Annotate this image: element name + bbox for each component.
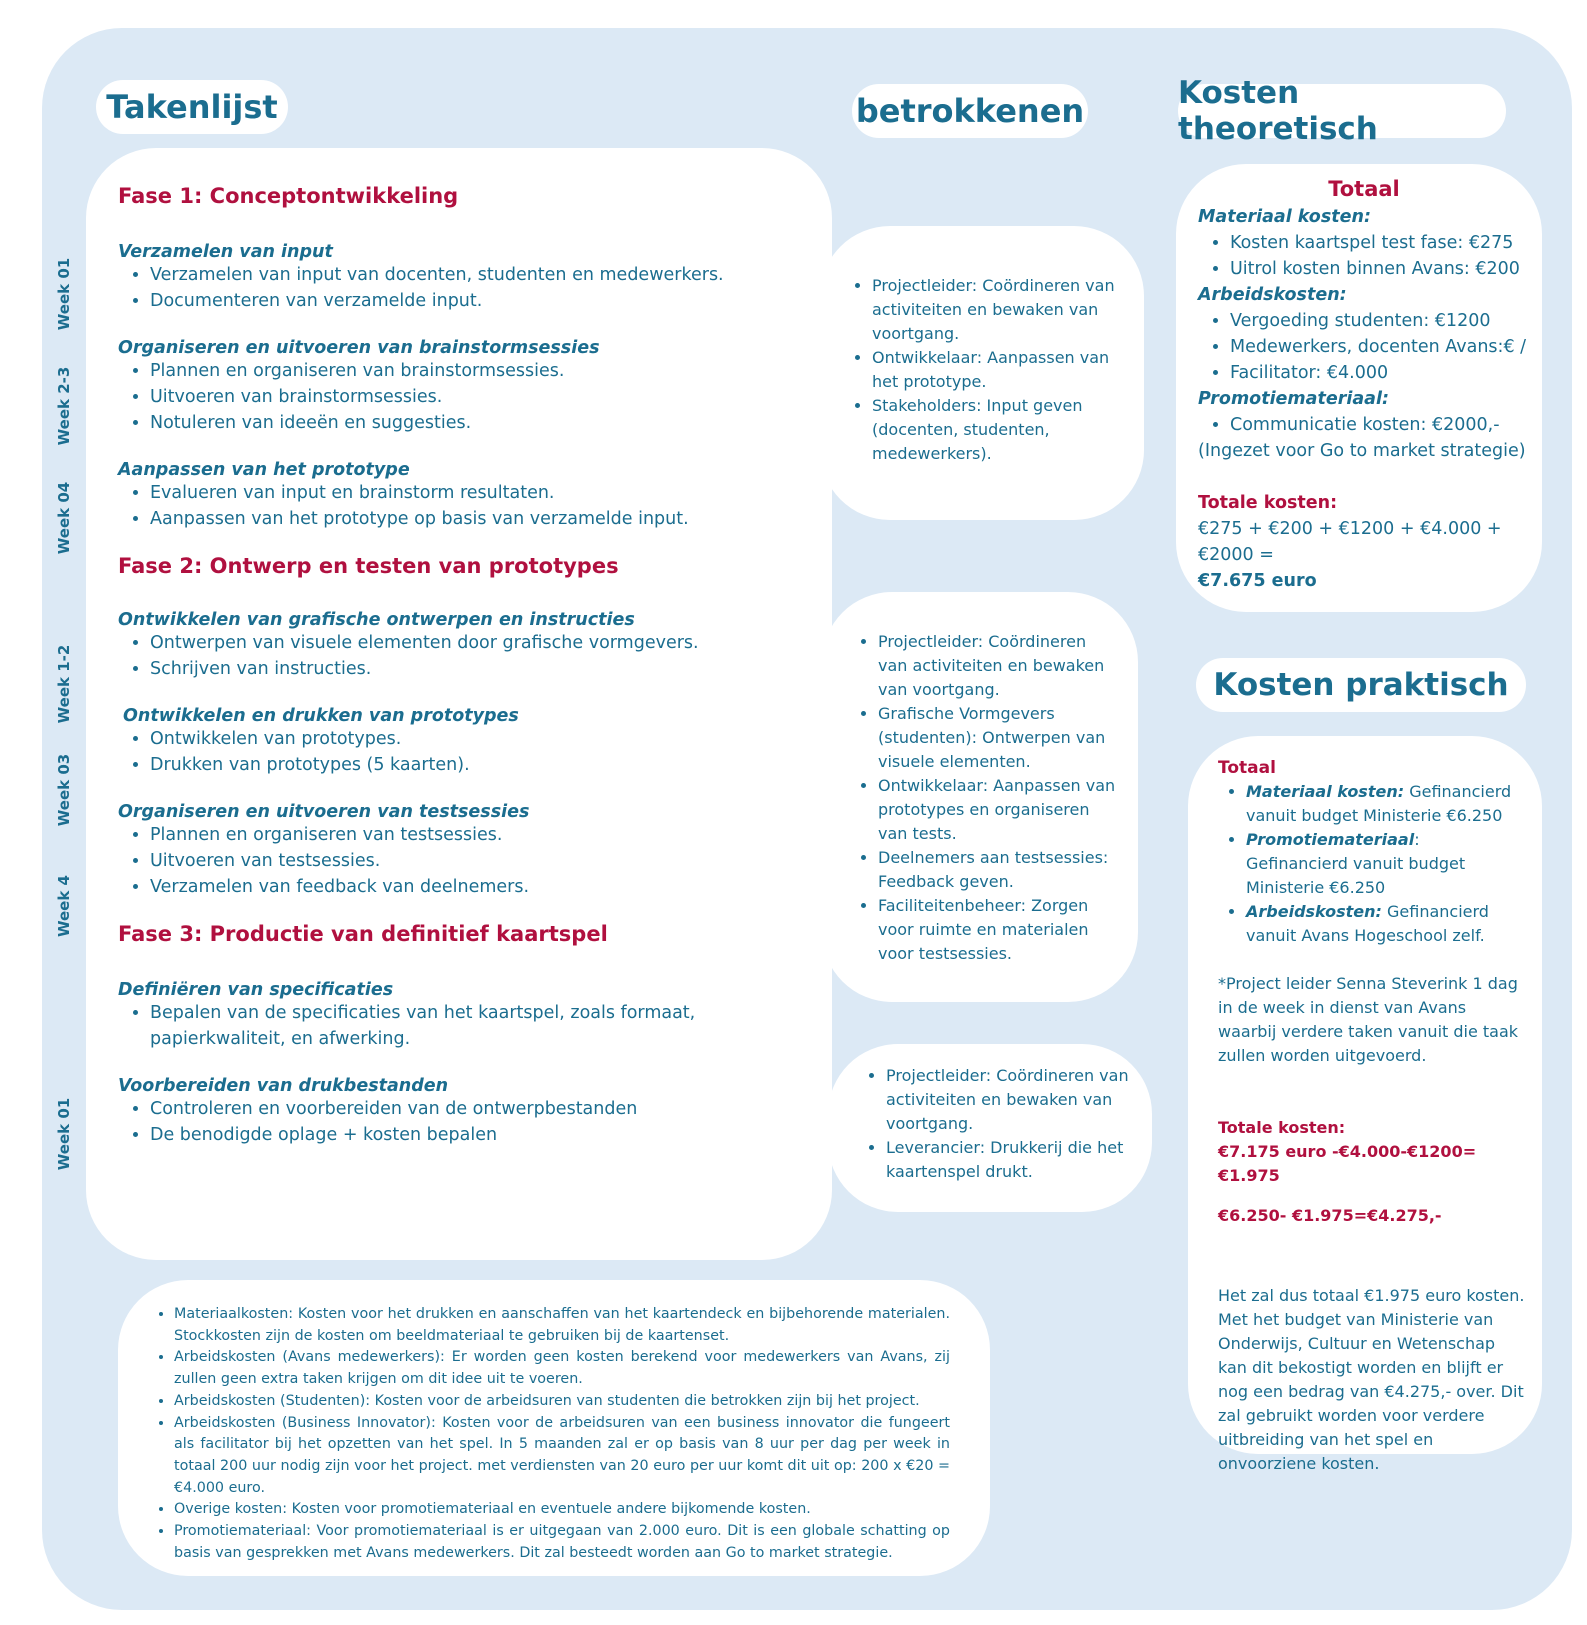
task-list	[118, 480, 832, 532]
task-item: • Notuleren van ideeën en suggesties.	[150, 410, 832, 436]
task-item: • Drukken van prototypes (5 kaarten).	[150, 752, 832, 778]
task-list	[118, 262, 832, 314]
task-item: • Ontwerpen van visuele elementen door grafische vormgevers.	[150, 630, 832, 656]
task-group-title: Verzamelen van input	[118, 242, 333, 262]
takenlijst-header	[96, 80, 288, 134]
kosten-item: • Communicatie kosten: €2000,-	[1230, 412, 1530, 438]
betrokkene-item: • Faciliteitenbeheer: Zorgen voor ruimte en materialen voor testsessies.	[878, 894, 1116, 966]
berekening-2: €6.250- €1.975=€4.275,-	[1218, 1206, 1442, 1225]
toelichting-item: • Promotiemateriaal: Voor promotiemateriaal is er uitgegaan van 2.000 euro. Dit is een globale schatting op basis van gesprekken met Avans medewerkers. Dit zal besteedt worden aan Go to market strategie.	[174, 1521, 950, 1564]
task-group-title: Aanpassen van het prototype	[118, 460, 410, 480]
task-item: • Plannen en organiseren van testsessies.	[150, 822, 832, 848]
phase-title: Fase 1: Conceptontwikkeling	[118, 184, 459, 208]
task-group-title: Ontwikkelen en drukken van prototypes	[123, 706, 519, 726]
week-label: Week 03	[55, 753, 73, 827]
toelichting-item: • Arbeidskosten (Business Innovator): Kosten voor de arbeidsuren van een business innovator die fungeert als facilitator bij het opzetten van het spel. In 5 maanden zal er op basis van 8 uur per dag per week in totaal 200 uur nodig zijn voor het project. met verdiensten van 20 euro per uur komt dit uit op: 200 x €20 = €4.000 euro.	[174, 1413, 950, 1500]
takenlijst-title: Takenlijst	[106, 88, 278, 126]
financiering-label: Arbeidskosten:	[1246, 902, 1382, 921]
kosten-praktisch-card	[1188, 736, 1542, 1473]
betrokkenen-fase3-card	[828, 1044, 1152, 1212]
berekening-1: €7.175 euro -€4.000-€1200= €1.975	[1218, 1142, 1477, 1185]
financiering-text: Gefinancierd vanuit Avans Hogeschool zelf.	[1246, 902, 1489, 945]
task-list	[118, 822, 832, 900]
task-item: • Bepalen van de specificaties van het kaartspel, zoals formaat, papierkwaliteit, en afwerking.	[150, 1000, 824, 1052]
totale-kosten-label: Totale kosten:	[1218, 1118, 1346, 1137]
betrokkene-item: • Projectleider: Coördineren van activiteiten en bewaken van voortgang.	[872, 274, 1118, 346]
toelichting-list	[158, 1304, 950, 1564]
task-list	[118, 1000, 832, 1052]
toelichting-item: • Materiaalkosten: Kosten voor het drukken en aanschaffen van het kaartendeck en bijbehorende materialen. Stockkosten zijn de kosten om beeldmateriaal te gebruiken bij de kaartenset.	[174, 1304, 950, 1347]
betrokkenen-fase2-card	[822, 592, 1138, 1002]
financiering-text: Gefinancierd vanuit budget Ministerie €6.250	[1246, 782, 1512, 825]
takenlijst-card	[86, 148, 832, 1260]
materiaal-label: Materiaal kosten:	[1198, 207, 1371, 227]
promotie-note: (Ingezet voor Go to market strategie)	[1198, 441, 1526, 461]
betrokkenen-list	[856, 630, 1116, 966]
task-group-title: Organiseren en uitvoeren van brainstormsessies	[118, 338, 600, 358]
betrokkene-item: • Projectleider: Coördineren van activiteiten en bewaken van voortgang.	[878, 630, 1116, 702]
task-item: • Documenteren van verzamelde input.	[150, 288, 832, 314]
task-group-title: Ontwikkelen van grafische ontwerpen en instructies	[118, 610, 635, 630]
phase-title: Fase 2: Ontwerp en testen van prototypes	[118, 554, 619, 578]
financiering-text: : Gefinancierd vanuit budget Ministerie €6.250	[1246, 830, 1466, 897]
task-group-title: Voorbereiden van drukbestanden	[118, 1076, 449, 1096]
kosten-item: • Facilitator: €4.000	[1230, 360, 1530, 386]
phase-title: Fase 3: Productie van definitief kaartspel	[118, 922, 608, 946]
kosten-theoretisch-card	[1176, 164, 1542, 612]
kosten-item: • Uitrol kosten binnen Avans: €200	[1230, 256, 1530, 282]
task-list	[118, 726, 832, 778]
totale-kosten-label: Totale kosten:	[1198, 493, 1338, 513]
task-list	[118, 358, 832, 436]
week-label: Week 2-3	[55, 366, 73, 446]
week-label: Week 01	[55, 1097, 73, 1171]
financiering-label: Materiaal kosten:	[1246, 782, 1405, 801]
toelichting-item: • Overige kosten: Kosten voor promotiemateriaal en eventuele andere bijkomende kosten.	[174, 1499, 950, 1521]
betrokkene-item: • Stakeholders: Input geven (docenten, studenten, medewerkers).	[872, 394, 1118, 466]
task-item: • Ontwikkelen van prototypes.	[150, 726, 832, 752]
task-item: • Aanpassen van het prototype op basis van verzamelde input.	[150, 506, 832, 532]
financiering-label: Promotiemateriaal	[1246, 830, 1415, 849]
betrokkene-item: • Projectleider: Coördineren van activiteiten en bewaken van voortgang.	[886, 1064, 1130, 1136]
kosten-item: • Medewerkers, docenten Avans:€ /	[1230, 334, 1530, 360]
totale-kosten-sum: €275 + €200 + €1200 + €4.000 + €2000 =	[1198, 519, 1502, 565]
kosten-toelichting-card	[118, 1280, 990, 1576]
task-list	[118, 1096, 832, 1148]
totaal-title: Totaal	[1328, 177, 1400, 201]
toelichting-item: • Arbeidskosten (Avans medewerkers): Er worden geen kosten berekend voor medewerkers van Avans, zij zullen geen extra taken krijgen om dit idee uit te voeren.	[174, 1347, 950, 1390]
betrokkenen-fase1-card	[820, 226, 1144, 520]
betrokkene-item: • Grafische Vormgevers (studenten): Ontwerpen van visuele elementen.	[878, 702, 1116, 774]
promotie-list	[1198, 412, 1530, 438]
financiering-item	[1246, 828, 1526, 900]
conclusie: Het zal dus totaal €1.975 euro kosten. Met het budget van Ministerie van Onderwijs, Cultuur en Wetenschap kan dit bekostigt worden en blijft er nog een bedrag van €4.275,- over. Dit zal gebruikt worden voor verdere uitbreiding van het spel en onvoorziene kosten.	[1218, 1286, 1525, 1473]
arbeid-list	[1198, 308, 1530, 386]
betrokkenen-list	[864, 1064, 1130, 1184]
totaal-title: Totaal	[1218, 758, 1276, 778]
task-item: • Evalueren van input en brainstorm resultaten.	[150, 480, 832, 506]
kosten-theoretisch-header	[1178, 75, 1506, 147]
betrokkene-item: • Leverancier: Drukkerij die het kaartenspel drukt.	[886, 1136, 1130, 1184]
week-label: Week 1-2	[55, 644, 73, 724]
task-item: • Uitvoeren van brainstormsessies.	[150, 384, 832, 410]
kosten-praktisch-header	[1196, 658, 1526, 712]
projectleider-note: *Project leider Senna Steverink 1 dag in de week in dienst van Avans waarbij verdere taken vanuit die taak zullen worden uitgevoerd.	[1218, 974, 1519, 1065]
betrokkene-item: • Ontwikkelaar: Aanpassen van prototypes en organiseren van tests.	[878, 774, 1116, 846]
arbeid-label: Arbeidskosten:	[1198, 285, 1347, 305]
kosten-theoretisch-title: Kosten theoretisch	[1178, 75, 1378, 147]
task-item: • Verzamelen van feedback van deelnemers.	[150, 874, 832, 900]
task-item: • Controleren en voorbereiden van de ontwerpbestanden	[150, 1096, 832, 1122]
kosten-item: • Kosten kaartspel test fase: €275	[1230, 230, 1530, 256]
task-item: • De benodigde oplage + kosten bepalen	[150, 1122, 832, 1148]
kosten-item: • Vergoeding studenten: €1200	[1230, 308, 1530, 334]
promotie-label: Promotiemateriaal:	[1198, 389, 1389, 409]
totale-kosten-result: €7.675 euro	[1198, 571, 1317, 591]
financiering-item	[1246, 900, 1526, 948]
betrokkenen-header	[852, 84, 1088, 138]
week-label: Week 01	[55, 257, 73, 331]
task-item: • Plannen en organiseren van brainstormsessies.	[150, 358, 832, 384]
task-item: • Verzamelen van input van docenten, studenten en medewerkers.	[150, 262, 832, 288]
week-label: Week 04	[55, 481, 73, 555]
task-group-title: Organiseren en uitvoeren van testsessies	[118, 802, 530, 822]
financiering-item	[1246, 780, 1526, 828]
kosten-praktisch-title: Kosten praktisch	[1213, 667, 1509, 703]
betrokkene-item: • Deelnemers aan testsessies: Feedback geven.	[878, 846, 1116, 894]
task-item: • Uitvoeren van testsessies.	[150, 848, 832, 874]
betrokkene-item: • Ontwikkelaar: Aanpassen van het prototype.	[872, 346, 1118, 394]
task-item: • Schrijven van instructies.	[150, 656, 832, 682]
toelichting-item: • Arbeidskosten (Studenten): Kosten voor de arbeidsuren van studenten die betrokken zijn bij het project.	[174, 1391, 950, 1413]
task-list	[118, 630, 832, 682]
week-label: Week 4	[55, 875, 73, 937]
task-group-title: Definiëren van specificaties	[118, 980, 394, 1000]
betrokkenen-title: betrokkenen	[855, 92, 1085, 130]
betrokkenen-list	[850, 274, 1118, 466]
financiering-list	[1218, 780, 1526, 948]
materiaal-list	[1198, 230, 1530, 282]
